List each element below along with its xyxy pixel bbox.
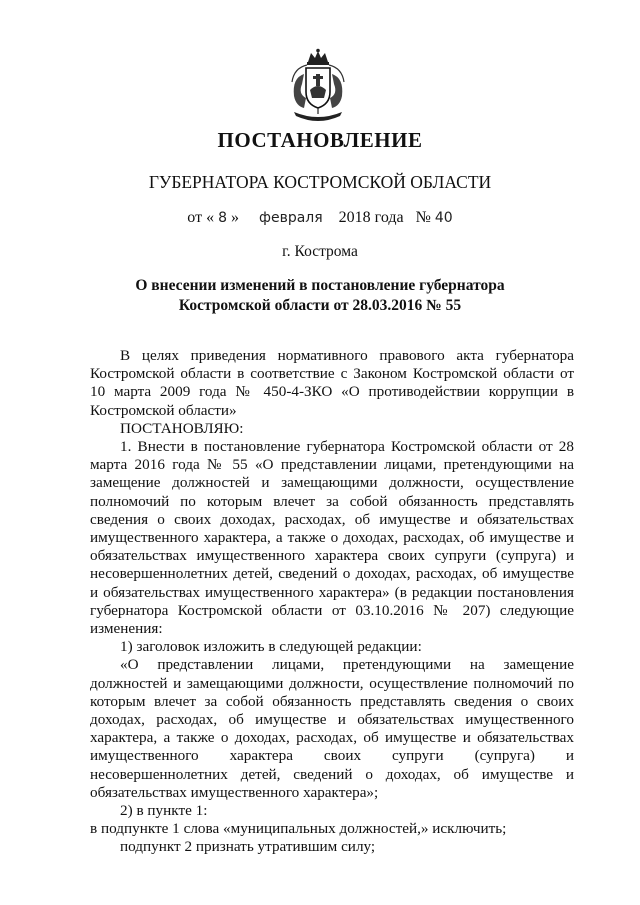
document-title: ПОСТАНОВЛЕНИЕ xyxy=(217,128,423,152)
paragraph-subpoint-1: в подпункте 1 слова «муниципальных должностей,» исключить; xyxy=(90,820,507,838)
document-body xyxy=(90,347,574,857)
date-year: 2018 года xyxy=(338,209,404,226)
paragraph-item-1: 1. Внести в постановление губернатора Костромской области от 28 марта 2016 года № 55 «О представлении лицами, претендующими на замещение должностей и замещающими должности, осуществление полномочий по которым влечет за собой обязанность представлять сведения о своих доходах, расходах, об имуществе и обязательствах имущественного характера, а также о доходах, расходах, об имуществе и обязательствах имущественного характера своих супруги (супруга) и несовершеннолетних детей, сведений о доходах, расходах, об имуществе и обязательствах имущественного характера» (в редакции постановления губернатора Костромской области от 03.10.2016 № 207) следующие изменения: xyxy=(90,438,574,638)
paragraph-subitem-1: 1) заголовок изложить в следующей редакции: xyxy=(120,638,422,656)
document-number: 40 xyxy=(434,210,453,226)
document-subtitle: ГУБЕРНАТОРА КОСТРОМСКОЙ ОБЛАСТИ xyxy=(148,172,492,192)
paragraph-preamble: В целях приведения нормативного правового акта губернатора Костромской области в соответствие с Законом Костромской области от 10 марта 2009 года № 450-4-ЗКО «О противодействии коррупции в Костромской области» xyxy=(90,347,574,419)
date-day: 8 xyxy=(218,210,227,226)
paragraph-subitem-2: 2) в пункте 1: xyxy=(120,802,208,820)
date-prefix: от « xyxy=(187,209,215,226)
paragraph-quote: «О представлении лицами, претендующими на замещение должностей и замещающими должности, осуществление полномочий по которым влечет за собой обязанность представлять сведения о своих доходах, расходах, об имуществе и обязательствах имущественного характера, а также о доходах, расходах, об имуществе и обязательствах имущественного характера своих супруги (супруга) и несовершеннолетних детей, сведений о доходах, об имуществе и обязательствах имущественного характера»; xyxy=(90,656,574,801)
paragraph-decree: ПОСТАНОВЛЯЮ: xyxy=(120,419,244,437)
date-sep: » xyxy=(230,209,239,226)
paragraph-subpoint-2: подпункт 2 признать утратившим силу; xyxy=(120,838,376,856)
number-sign: № xyxy=(415,209,431,226)
document-date-line xyxy=(0,209,640,227)
document-city: г. Кострома xyxy=(282,243,358,260)
document-heading xyxy=(0,276,640,316)
date-month: февраля xyxy=(258,210,323,226)
heading-line-1: О внесении изменений в постановление губернатора xyxy=(135,277,505,294)
coat-of-arms-icon xyxy=(282,48,354,124)
heading-line-2: Костромской области от 28.03.2016 № 55 xyxy=(178,297,462,314)
